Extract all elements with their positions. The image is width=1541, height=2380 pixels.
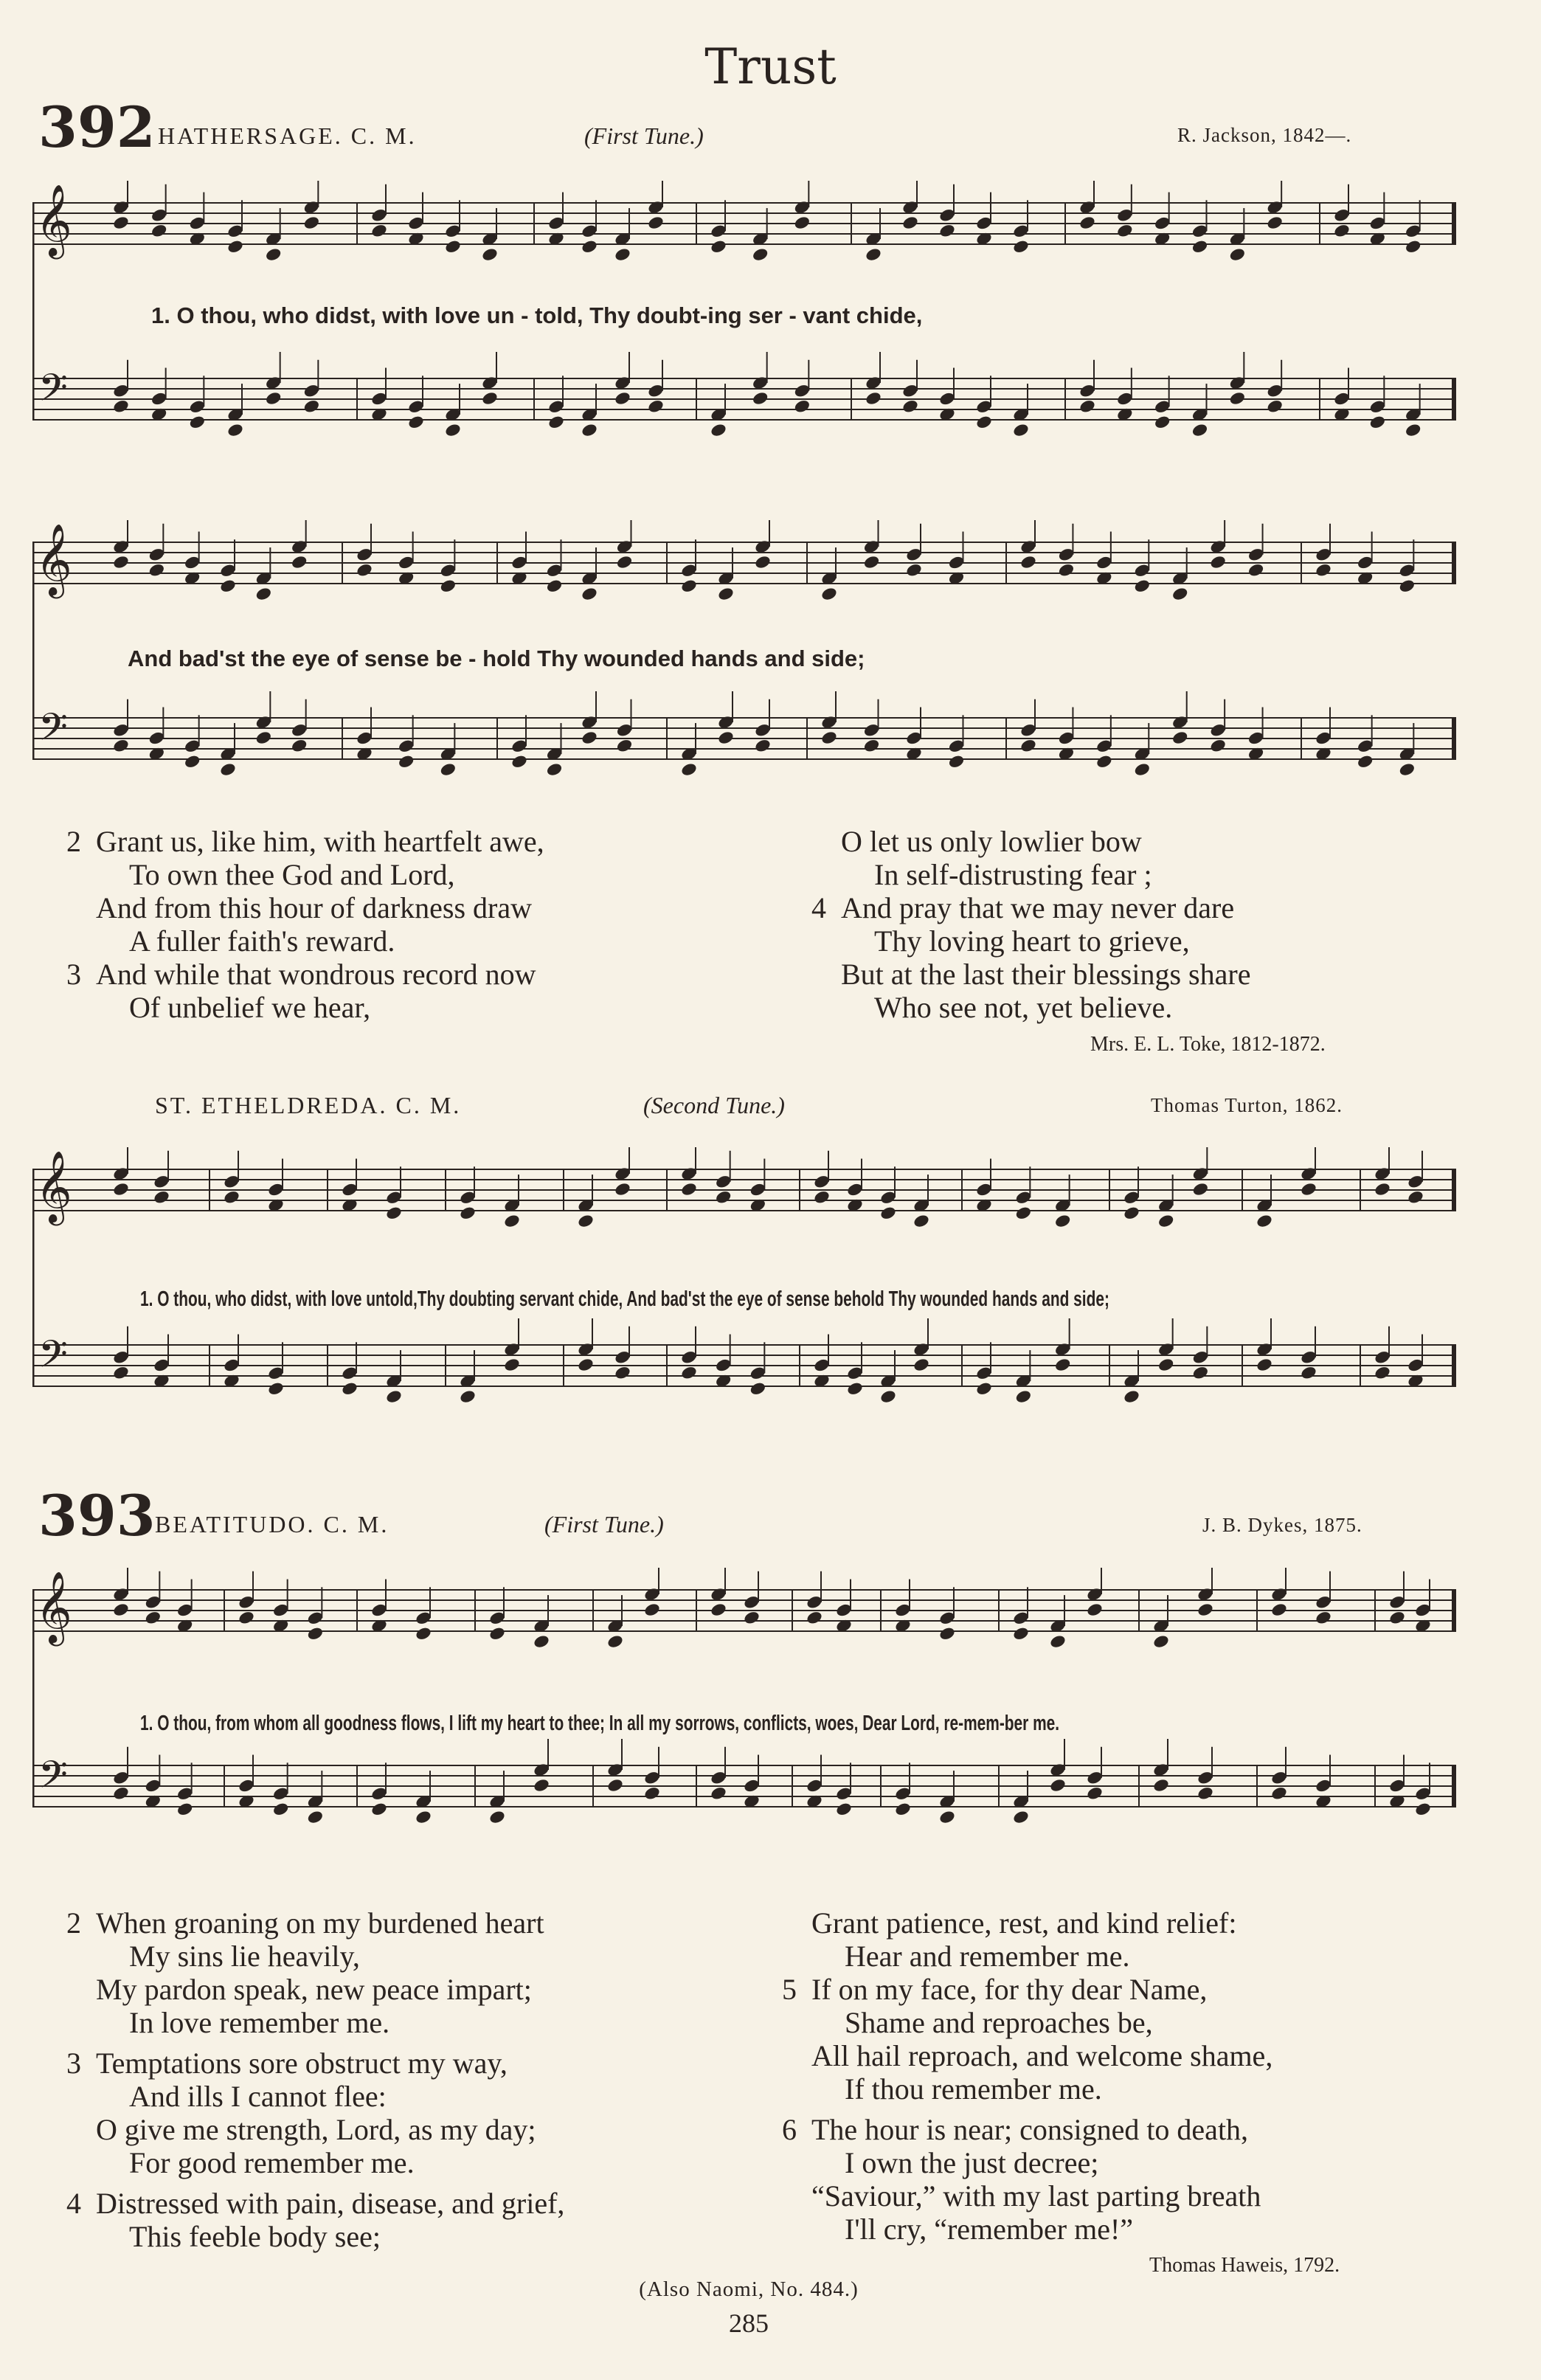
note-head [1054,1214,1072,1229]
note-head [1049,1634,1067,1650]
page-heading: Trust [704,38,837,95]
note-head [291,738,308,753]
note-head [265,247,283,263]
note-head [503,1357,521,1372]
note-head [481,247,499,263]
stanza-line: Of unbelief we hear, [129,991,371,1024]
stanza-line: A fuller faith's reward. [129,924,395,958]
note-head [680,578,698,594]
note-head [1095,754,1113,769]
stanza-line: If thou remember me. [845,2072,1102,2106]
note-head [415,1626,432,1642]
text-author-haweis: Thomas Haweis, 1792. [1149,2254,1340,2277]
stanza-line: I'll cry, “remember me!” [845,2213,1134,2246]
note-head [1014,1205,1032,1221]
note-head [1123,1389,1140,1405]
score-system-2 [32,520,1456,830]
note-head [481,390,499,406]
note-head [533,1634,550,1650]
note-head [862,738,880,753]
bass-clef-icon: 𝄢 [38,365,68,419]
stanza-3-cont [811,825,1475,891]
note-head [1197,1602,1214,1617]
score-system-1 [32,181,1456,498]
note-head [1152,1634,1170,1650]
note-head [112,1602,130,1617]
tune-name-st-etheldreda: ST. ETHELDREDA. C. M. [155,1092,462,1118]
note-head [1086,1785,1104,1801]
stanza-line: Grant us, like him, with heartfelt awe, [96,825,544,858]
stanza-line: This feeble body see; [129,2220,381,2253]
note-head [444,239,462,255]
stanza-line: My sins lie heavily, [129,1940,360,1973]
note-head [615,738,633,753]
stanza-line: My pardon speak, new peace impart; [96,1973,532,2006]
stanza-line: O give me strength, Lord, as my day; [96,2113,536,2146]
note-head [752,247,769,263]
note-head [488,1810,506,1825]
note-head [581,239,598,255]
note-head [439,578,457,594]
note-head [862,554,880,570]
note-head [254,587,272,602]
note-head [267,1381,285,1397]
note-head [577,1357,595,1372]
note-head [1019,554,1037,570]
note-head [715,1189,733,1205]
lyric-line-392-1: 1. O thou, who didst, with love un - told, Thy doubt-ing ser - vant chide, [151,302,923,328]
stanza-line: If on my face, for thy dear Name, [811,1973,1208,2006]
note-head [370,1802,388,1817]
note-head [112,554,130,570]
note-head [254,730,272,745]
bass-clef-icon: 𝄢 [38,705,68,758]
note-head [302,215,320,230]
page-number: 285 [729,2308,769,2338]
note-head [144,1610,162,1625]
stanza-line: Distressed with pain, disease, and grief, [96,2187,565,2220]
stanza-line: For good remember me. [129,2146,415,2179]
tune-note-first-393 [544,1511,664,1538]
composer-turton: Thomas Turton, 1862. [1151,1094,1343,1116]
note-head [112,738,130,753]
music-system-2 [32,520,1456,830]
note-head [865,390,882,406]
note-head [879,1205,897,1221]
note-head [1078,215,1096,230]
note-head [975,1381,993,1397]
bass-clef-icon: 𝄢 [38,1752,68,1806]
note-head [1133,578,1151,594]
stanza-line: And while that wondrous record now [96,958,536,991]
note-head [710,1785,727,1801]
stanza-4 [66,2187,804,2253]
note-head [176,1802,194,1817]
stanzas-393-left [66,1906,804,2253]
stanza-number: 6 [782,2113,797,2146]
note-head [398,754,415,769]
hymn-number-392: 392 [38,94,156,160]
note-head [1414,1802,1432,1817]
lyric-line-392-2: And bad'st the eye of sense be - hold Thy wounded hands and side; [128,646,865,671]
note-head [1209,554,1227,570]
stanza-line: Temptations sore obstruct my way, [96,2047,508,2080]
note-head [1154,415,1171,430]
note-head [219,762,237,778]
stanza-line: And ills I cannot flee: [129,2080,387,2113]
stanza-line: To own thee God and Lord, [129,858,455,891]
note-head [1171,730,1189,745]
stanza-2 [66,1906,804,2039]
note-head [1405,239,1422,255]
note-head [581,730,598,745]
stanza-number: 5 [782,1973,797,2006]
tune-note: (Second Tune.) [643,1092,785,1118]
hymn-number-393: 393 [38,1483,156,1549]
note-head [385,1389,403,1405]
note-head [901,215,919,230]
note-head [488,1626,506,1642]
note-head [938,223,956,238]
note-head [439,762,457,778]
note-head [1191,423,1208,438]
note-head [415,1810,432,1825]
stanza-line: And from this hour of darkness draw [96,891,532,924]
note-head [614,1365,631,1380]
stanza-2 [66,825,804,958]
note-head [1374,1365,1391,1380]
stanza-line: Shame and reproaches be, [845,2006,1153,2039]
note-head [370,223,388,238]
note-head [643,1785,661,1801]
note-head [710,239,727,255]
note-head [1228,247,1246,263]
note-head [710,1602,727,1617]
note-head [1191,1181,1209,1197]
stanza-number: 2 [66,825,81,858]
treble-clef-icon: 𝄞 [35,523,72,595]
note-head [901,398,919,414]
tune-name-beatitudo: BEATITUDO. C. M. [155,1511,389,1537]
note-head [1300,1365,1317,1380]
stanza-number: 4 [811,891,826,924]
note-head [717,587,735,602]
note-head [223,1189,240,1205]
stanza-3 [66,958,804,1024]
note-head [680,762,698,778]
note-head [1374,1181,1391,1197]
note-head [905,562,923,578]
note-head [1191,239,1208,255]
note-head [510,754,528,769]
note-head [226,423,244,438]
note-head [813,1189,831,1205]
note-head [1171,587,1189,602]
note-head [385,1205,403,1221]
note-head [754,738,772,753]
note-head [614,390,631,406]
note-head [581,423,598,438]
note-head [1266,398,1284,414]
note-head [1086,1602,1104,1617]
note-head [577,1214,595,1229]
note-head [1057,562,1075,578]
stanza-line: But at the last their blessings share [841,958,1251,991]
stanza-line: Grant patience, rest, and kind relief: [811,1906,1237,1940]
lyric-line-etheldreda: 1. O thou, who didst, with love untold,Thy doubting servant chide, And bad'st the eye of sense behold Thy wounded hands and side; [140,1287,1109,1311]
stanza-line: In love remember me. [129,2006,390,2039]
note-head [1333,223,1351,238]
treble-clef-icon: 𝄞 [35,1150,72,1222]
note-head [1398,762,1416,778]
note-head [1270,1785,1288,1801]
note-head [793,215,811,230]
note-head [1116,223,1134,238]
note-head [1049,1777,1067,1793]
note-head [1191,1365,1209,1380]
note-head [1014,1389,1032,1405]
note-head [754,554,772,570]
note-head [1012,423,1030,438]
note-head [820,730,838,745]
note-head [407,415,425,430]
note-head [752,390,769,406]
note-head [806,1610,823,1625]
note-head [1133,762,1151,778]
tune-note: (First Tune.) [584,122,704,149]
stanza-line: All hail reproach, and welcome shame, [811,2039,1273,2072]
tune-name-hathersage [158,122,417,150]
note-head [306,1810,324,1825]
note-head [615,554,633,570]
note-head [1247,562,1265,578]
note-head [643,1602,661,1617]
note-head [680,1365,698,1380]
note-head [1405,423,1422,438]
note-head [547,415,565,430]
note-head [1266,215,1284,230]
stanza-line: When groaning on my burdened heart [96,1906,544,1940]
note-head [846,1381,864,1397]
note-head [947,754,965,769]
note-head [302,398,320,414]
note-head [1152,1777,1170,1793]
stanza-6 [782,2113,1512,2246]
stanza-number: 2 [66,1906,81,1940]
note-head [938,1626,956,1642]
note-head [835,1802,853,1817]
note-head [1270,1602,1288,1617]
note-head [1078,398,1096,414]
stanza-line: Hear and remember me. [845,1940,1130,1973]
note-head [938,1810,956,1825]
note-head [1398,578,1416,594]
note-head [1228,390,1246,406]
stanza-3 [66,2047,804,2179]
note-head [306,1626,324,1642]
bass-clef-icon: 𝄢 [38,1332,68,1386]
treble-clef-icon: 𝄞 [35,184,72,256]
note-head [647,215,665,230]
stanza-line: Who see not, yet believe. [874,991,1173,1024]
note-head [1256,1357,1273,1372]
stanza-line: “Saviour,” with my last parting breath [811,2179,1261,2213]
note-head [219,578,237,594]
text-author-toke: Mrs. E. L. Toke, 1812-1872. [1090,1033,1326,1056]
note-head [291,554,308,570]
note-head [272,1802,290,1817]
note-head [913,1357,930,1372]
note-head [112,215,130,230]
stanzas-393-right [782,1906,1512,2246]
stanzas-392-right [811,825,1475,1024]
stanza-line: O let us only lowlier bow [841,825,1142,858]
note-head [717,730,735,745]
note-head [1019,738,1037,753]
note-head [184,754,201,769]
note-head [238,1610,255,1625]
stanza-number: 3 [66,2047,81,2080]
note-head [356,562,373,578]
tune-name: HATHERSAGE. C. M. [158,122,417,149]
composer-dykes: J. B. Dykes, 1875. [1202,1514,1362,1536]
note-head [1357,754,1374,769]
note-head [226,239,244,255]
note-head [710,423,727,438]
note-head [150,223,168,238]
note-head [1123,1205,1140,1221]
note-head [1209,738,1227,753]
note-head [865,247,882,263]
stanza-line: I own the just decree; [845,2146,1099,2179]
note-head [743,1610,761,1625]
note-head [265,390,283,406]
note-head [581,587,598,602]
note-head [879,1389,897,1405]
lyric-line-beatitudo: 1. O thou, from whom all goodness flows, I lift my heart to thee; In all my sorrows, conflicts, woes, Dear Lord, re-mem-ber me. [140,1712,1060,1735]
stanza-4-cont [782,1906,1512,1973]
note-head [1315,1610,1332,1625]
note-head [1157,1357,1175,1372]
note-head [545,578,563,594]
note-head [647,398,665,414]
note-head [606,1634,624,1650]
note-head [1368,415,1386,430]
note-head [188,415,206,430]
note-head [820,587,838,602]
note-head [1388,1610,1406,1625]
note-head [614,1181,631,1197]
note-head [503,1214,521,1229]
music-system-1 [32,181,1456,498]
stanza-line: In self-distrusting fear ; [874,858,1152,891]
note-head [793,398,811,414]
note-head [1407,1189,1424,1205]
tune-note: (First Tune.) [544,1511,664,1537]
note-head [1256,1214,1273,1229]
note-head [1197,1785,1214,1801]
note-head [112,398,130,414]
note-head [1012,239,1030,255]
note-head [533,1777,550,1793]
note-head [153,1189,170,1205]
note-head [1012,1810,1030,1825]
note-head [614,247,631,263]
note-head [341,1381,359,1397]
composer-jackson: R. Jackson, 1842—. [1177,124,1352,146]
stanza-5 [782,1973,1512,2106]
treble-clef-icon: 𝄞 [35,1571,72,1643]
note-head [1300,1181,1317,1197]
note-head [148,562,165,578]
stanza-line: Thy loving heart to grieve, [874,924,1190,958]
note-head [1054,1357,1072,1372]
note-head [459,1389,477,1405]
stanza-line: The hour is near; consigned to death, [811,2113,1249,2146]
note-head [444,423,462,438]
note-head [112,1785,130,1801]
note-head [112,1181,130,1197]
note-head [112,1365,130,1380]
note-head [1012,1626,1030,1642]
stanza-4 [811,891,1475,1024]
note-head [545,762,563,778]
tune-note-first [584,122,704,150]
note-head [749,1381,766,1397]
footer-note: (Also Naomi, No. 484.) [639,2277,859,2301]
tune-note-second [643,1092,785,1119]
note-head [1315,562,1332,578]
note-head [680,1181,698,1197]
note-head [894,1802,912,1817]
stanzas-392-left [66,825,804,1024]
note-head [459,1205,477,1221]
note-head [1157,1214,1175,1229]
stanza-number: 4 [66,2187,81,2220]
stanza-line: And pray that we may never dare [841,891,1235,924]
note-head [606,1777,624,1793]
note-head [913,1214,930,1229]
note-head [975,415,993,430]
stanza-number: 3 [66,958,81,991]
